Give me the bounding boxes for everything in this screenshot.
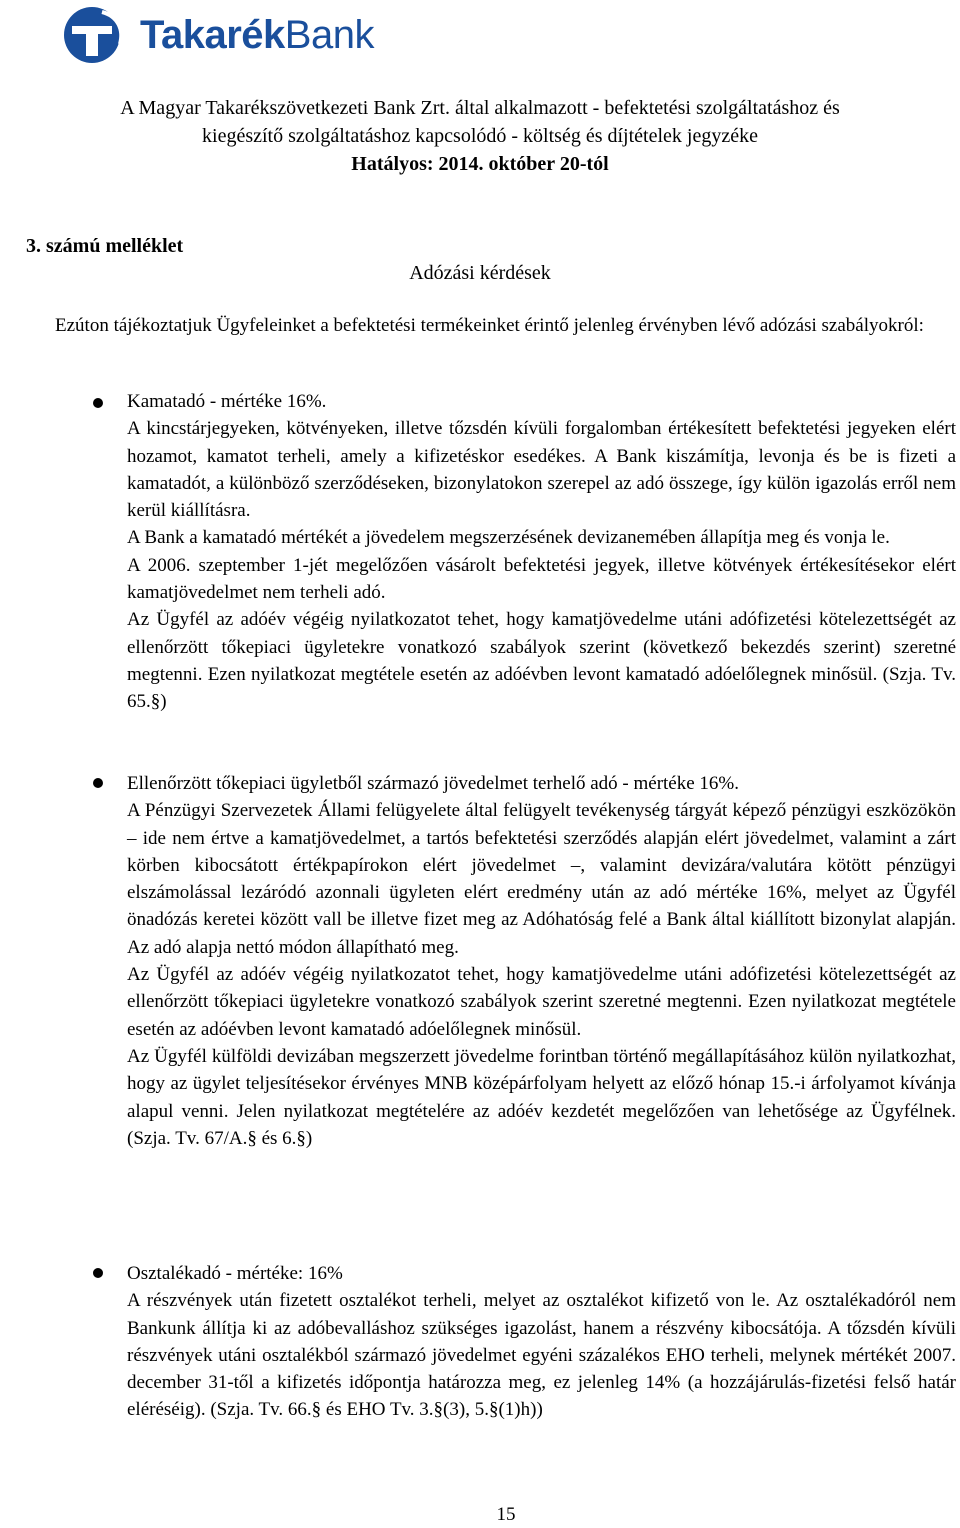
logo-wordmark: TakarékBank — [140, 12, 374, 57]
section-heading: Kamatadó - mértéke 16%. — [127, 391, 327, 412]
section-heading: Osztalékadó - mértéke: 16% — [127, 1263, 343, 1284]
bullet-icon — [93, 398, 103, 408]
section-heading: Ellenőrzött tőkepiaci ügyletből származó jövedelmet terhelő adó - mértéke 16%. — [127, 773, 739, 794]
bullet-icon — [93, 778, 103, 788]
header-effective-date: Hatályos: 2014. október 20-tól — [351, 153, 609, 175]
section-paragraph: A Pénzügyi Szervezetek Állami felügyelete által felügyelt tevékenység tárgyát képező pénzügyi eszközökön – ide nem értve a kamatjövedelmet, a tartós befektetési szerződés alapján elért jövedelmet, valamint a zárt körben kibocsátott értékpapírokon elért jövedelmet –, valamint devizára/valutára kötött pénzügyi elszámolással lezáródó azonnali ügyleten elért eredmény után az adó mértéke 16%, melyet az Ügyfél önadózás keretei között vall be illetve fizet meg az Adóhatóság felé a Bank által kiállított bizonylat alapján. Az adó alapja nettó módon állapítható meg. — [127, 800, 956, 958]
page-number: 15 — [496, 1504, 516, 1525]
bank-logo — [58, 4, 374, 66]
section-paragraph: A kincstárjegyeken, kötvényeken, illetve tőzsdén kívüli forgalomban értékesített befektetési jegyeken elért hozamot, kamatot terheli, amely a kifizetéskor esedékes. A Bank kiszámítja, levonja és be is fizeti a kamatadót, a különböző szerződéseken, bizonylatokon szerepel az adó összege, így külön igazolás erről nem kerül kiállításra. — [127, 418, 956, 522]
section-paragraph: A Bank a kamatadó mértékét a jövedelem megszerzésének devizanemében állapítja meg és vonja le. — [127, 527, 890, 549]
section-paragraph: Az Ügyfél külföldi devizában megszerzett jövedelme forintban történő megállapításához külön nyilatkozhat, hogy az ügylet teljesítésekor érvényes MNB középárfolyam helyett az előző hónap 15.-i árfolyamot kívánja alapul venni. Jelen nyilatkozat megtételére az adóév kezdetét megelőzően van lehetősége az Ügyfélnek. (Szja. Tv. 67/A.§ és 6.§) — [127, 1045, 956, 1149]
intro-paragraph: Ezúton tájékoztatjuk Ügyfeleinket a befektetési termékeinket érintő jelenleg érvényben lévő adózási szabályokról: — [55, 315, 924, 336]
section-paragraph: Az Ügyfél az adóév végéig nyilatkozatot tehet, hogy kamatjövedelme utáni adófizetési kötelezettségét az ellenőrzött tőkepiaci ügyletekre vonatkozó szabályok szerint (következő bekezdés szerint) szeretné megtenni. Ezen nyilatkozat megtétele esetén az adóévben levont kamatadó adóelőlegnek minősül. (Szja. Tv. 65.§) — [127, 609, 956, 713]
section-dividend-tax — [127, 1260, 956, 1424]
section-paragraph: A 2006. szeptember 1-jét megelőzően vásárolt befektetési jegyek, illetve kötvények értékesítésekor elért kamatjövedelmet nem terheli adó. — [127, 554, 956, 604]
page-title: Adózási kérdések — [409, 262, 551, 284]
annex-label: 3. számú melléklet — [26, 235, 184, 257]
bullet-icon — [93, 1268, 103, 1278]
section-paragraph: A részvények után fizetett osztalékot terheli, melyet az osztalékot kifizető von le. Az osztalékadóról nem Bankunk állítja ki az adóbevalláshoz szükséges igazolást, hanem a részvény kibocsátója. A tőzsdén kívüli részvények utáni osztalékból származó jövedelmet egyéni százalékos EHO terheli, melynek mértékét 2007. december 31-től a kifizetés időpontja határozza meg, ez jelenleg 14% (a hozzájárulás-fizetési felső határ eléréséig). (Szja. Tv. 66.§ és EHO Tv. 3.§(3), 5.§(1)h)) — [127, 1290, 956, 1421]
section-interest-tax — [127, 388, 956, 716]
header-line-2: kiegészítő szolgáltatáshoz kapcsolódó - költség és díjtételek jegyzéke — [202, 125, 758, 147]
header-line-1: A Magyar Takarékszövetkezeti Bank Zrt. által alkalmazott - befektetési szolgáltatáshoz és — [120, 97, 840, 119]
section-capital-market-tax — [127, 770, 956, 1152]
section-paragraph: Az Ügyfél az adóév végéig nyilatkozatot tehet, hogy kamatjövedelme utáni adófizetési kötelezettségét az ellenőrzött tőkepiaci ügyletekre vonatkozó szabályok szerint szeretné megtenni. Ezen nyilatkozat megtétele esetén az adóévben levont kamatadó adóelőlegnek minősül. — [127, 964, 956, 1040]
logo-mark-icon — [58, 4, 130, 66]
